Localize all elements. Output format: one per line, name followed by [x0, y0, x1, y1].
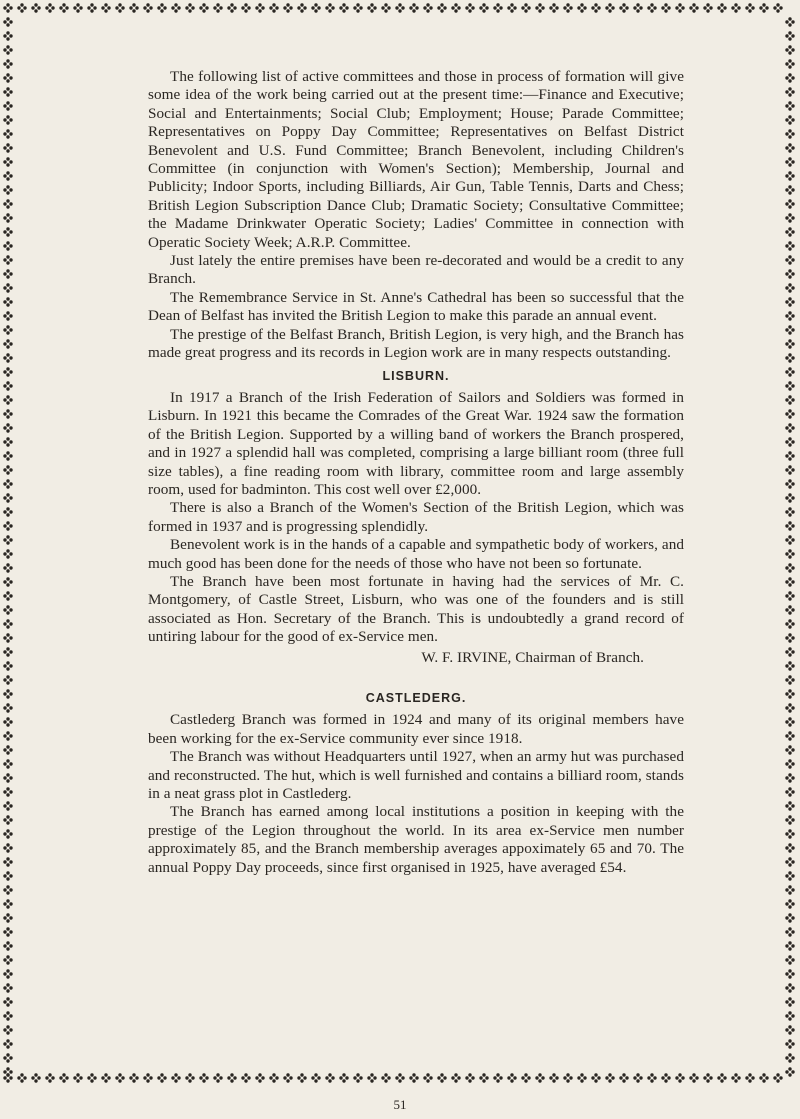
- lisburn-heading: LISBURN.: [382, 368, 450, 383]
- lisburn-paragraph-3: Benevolent work is in the hands of a capable and sympathetic body of workers, and much good has been done for the needs of those who have not been so fortunate.: [148, 536, 684, 572]
- intro-paragraph-1: The following list of active committees and those in process of formation will give some idea of the work being carried out at the present time:—Finance and Executive; Social and Entertainments; Social Club; Employment; House; Parade Committee; Representatives on Poppy Day Committee; Representatives on Belfast District Benevolent and U.S. Fund Committee; Branch Benevolent, including Children's Committee (in conjunction with Women's Section); Membership, Journal and Publicity; Indoor Sports, including Billiards, Air Gun, Table Tennis, Darts and Chess; British Legion Subscription Dance Club; Dramatic Society; Consultative Committee; the Madame Drinkwater Operatic Society; Ladies' Committee in connection with Operatic Society Week; A.R.P. Committee.: [148, 68, 684, 251]
- intro-paragraph-4: The prestige of the Belfast Branch, British Legion, is very high, and the Branch has made great progress and its records in Legion work are in many respects outstanding.: [148, 325, 684, 362]
- castlederg-paragraph-2: The Branch was without Headquarters until 1927, when an army hut was purchased and reconstructed. The hut, which is well furnished and contains a billiard room, stands in a neat grass plot in Castlederg.: [148, 748, 684, 803]
- castlederg-paragraph-3: The Branch has earned among local institutions a position in keeping with the prestige of the Legion throughout the world. In its area ex-Service men number approximately 85, and the Branch membership averages appoximately 65 and 70. The annual Poppy Day proceeds, since first organised in 1925, have averaged £54.: [148, 803, 684, 876]
- lisburn-paragraph-4: The Branch have been most fortunate in having had the services of Mr. C. Montgomery, of Castle Street, Lisburn, who was one of the founders and is still associated as Hon. Secretary of the Branch. This is undoubtedly a grand record of untiring labour for the good of ex-Service men.: [148, 572, 684, 646]
- lisburn-signature: W. F. IRVINE, Chairman of Branch.: [421, 648, 644, 666]
- page-number: 51: [393, 1097, 407, 1112]
- page-body: [148, 68, 684, 877]
- castlederg-heading: CASTLEDERG.: [365, 691, 467, 705]
- intro-paragraph-3: The Remembrance Service in St. Anne's Cathedral has been so successful that the Dean of Belfast has invited the British Legion to make this parade an annual event.: [148, 288, 684, 325]
- lisburn-paragraph-2: There is also a Branch of the Women's Section of the British Legion, which was formed in 1937 and is progressing splendidly.: [148, 499, 684, 535]
- intro-paragraph-2: Just lately the entire premises have been re-decorated and would be a credit to any Branch.: [148, 252, 684, 288]
- castlederg-paragraph-1: Castlederg Branch was formed in 1924 and many of its original members have been working for the ex-Service community ever since 1918.: [148, 711, 684, 747]
- lisburn-paragraph-1: In 1917 a Branch of the Irish Federation of Sailors and Soldiers was formed in Lisburn. In 1921 this became the Comrades of the Great War. 1924 saw the formation of the British Legion. Supported by a willing band of workers the Branch prospered, and in 1927 a splendid hall was completed, comprising a large billiant room (three full size tables), a fine reading room with library, committee room and large assembly room, used for badminton. This cost well over £2,000.: [148, 388, 684, 498]
